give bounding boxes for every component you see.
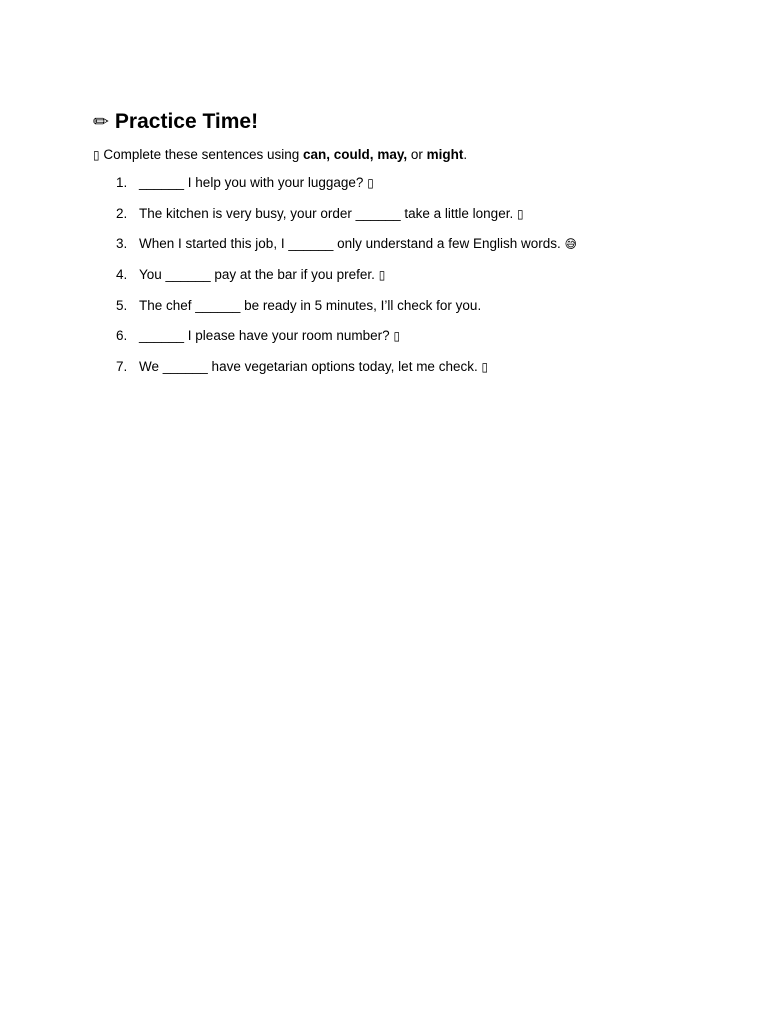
worksheet [93,108,713,389]
placeholder-glyph-icon: ▯ [367,176,374,190]
list-item-number: 7. [116,359,128,375]
placeholder-glyph-icon: ▯ [378,268,386,283]
page-title [93,108,713,136]
placeholder-glyph-icon: ▯ [516,206,524,221]
list-item-number: 6. [116,328,128,344]
instructions-prefix: Complete these sentences using [103,147,300,162]
page-title-text: Practice Time! [114,110,259,133]
instructions-suffix: . [463,147,468,162]
list-item-text: ______ I help you with your luggage? [139,175,364,190]
list-item [93,205,713,223]
list-item [93,327,713,345]
placeholder-glyph-icon: ▯ [481,360,489,375]
list-item-number: 1. [116,175,128,190]
list-item-number: 4. [116,267,128,283]
list-item-text: When I started this job, I ______ only understand a few English words. [139,236,561,252]
list-item-text: You ______ pay at the bar if you prefer. [139,267,375,283]
list-item-number: 3. [116,236,128,252]
list-item-text: ______ I please have your room number? [139,328,390,344]
instructions-connector: or [410,147,423,162]
list-item [93,266,713,284]
list-item-text: The kitchen is very busy, your order ______ take a little longer. [139,205,514,221]
list-item [93,174,713,192]
list-item-number: 2. [116,205,128,221]
modal-might: might [426,147,464,162]
placeholder-glyph-icon: ▯ [93,148,100,162]
list-item [93,358,713,376]
sweat-smile-emoji-icon: 😅 [564,237,578,252]
list-item [93,297,713,315]
instructions [93,146,713,164]
pencil-icon: ✏ [93,111,109,133]
modal-may: may, [377,147,408,162]
list-item-text: The chef ______ be ready in 5 minutes, I’ll check for you. [139,297,482,313]
exercise-list [93,174,713,376]
placeholder-glyph-icon: ▯ [393,329,401,344]
list-item [93,235,713,253]
modal-can: can, [303,147,331,162]
list-item-number: 5. [116,297,128,313]
list-item-text: We ______ have vegetarian options today, let me check. [139,359,478,375]
modal-could: could, [333,147,374,162]
